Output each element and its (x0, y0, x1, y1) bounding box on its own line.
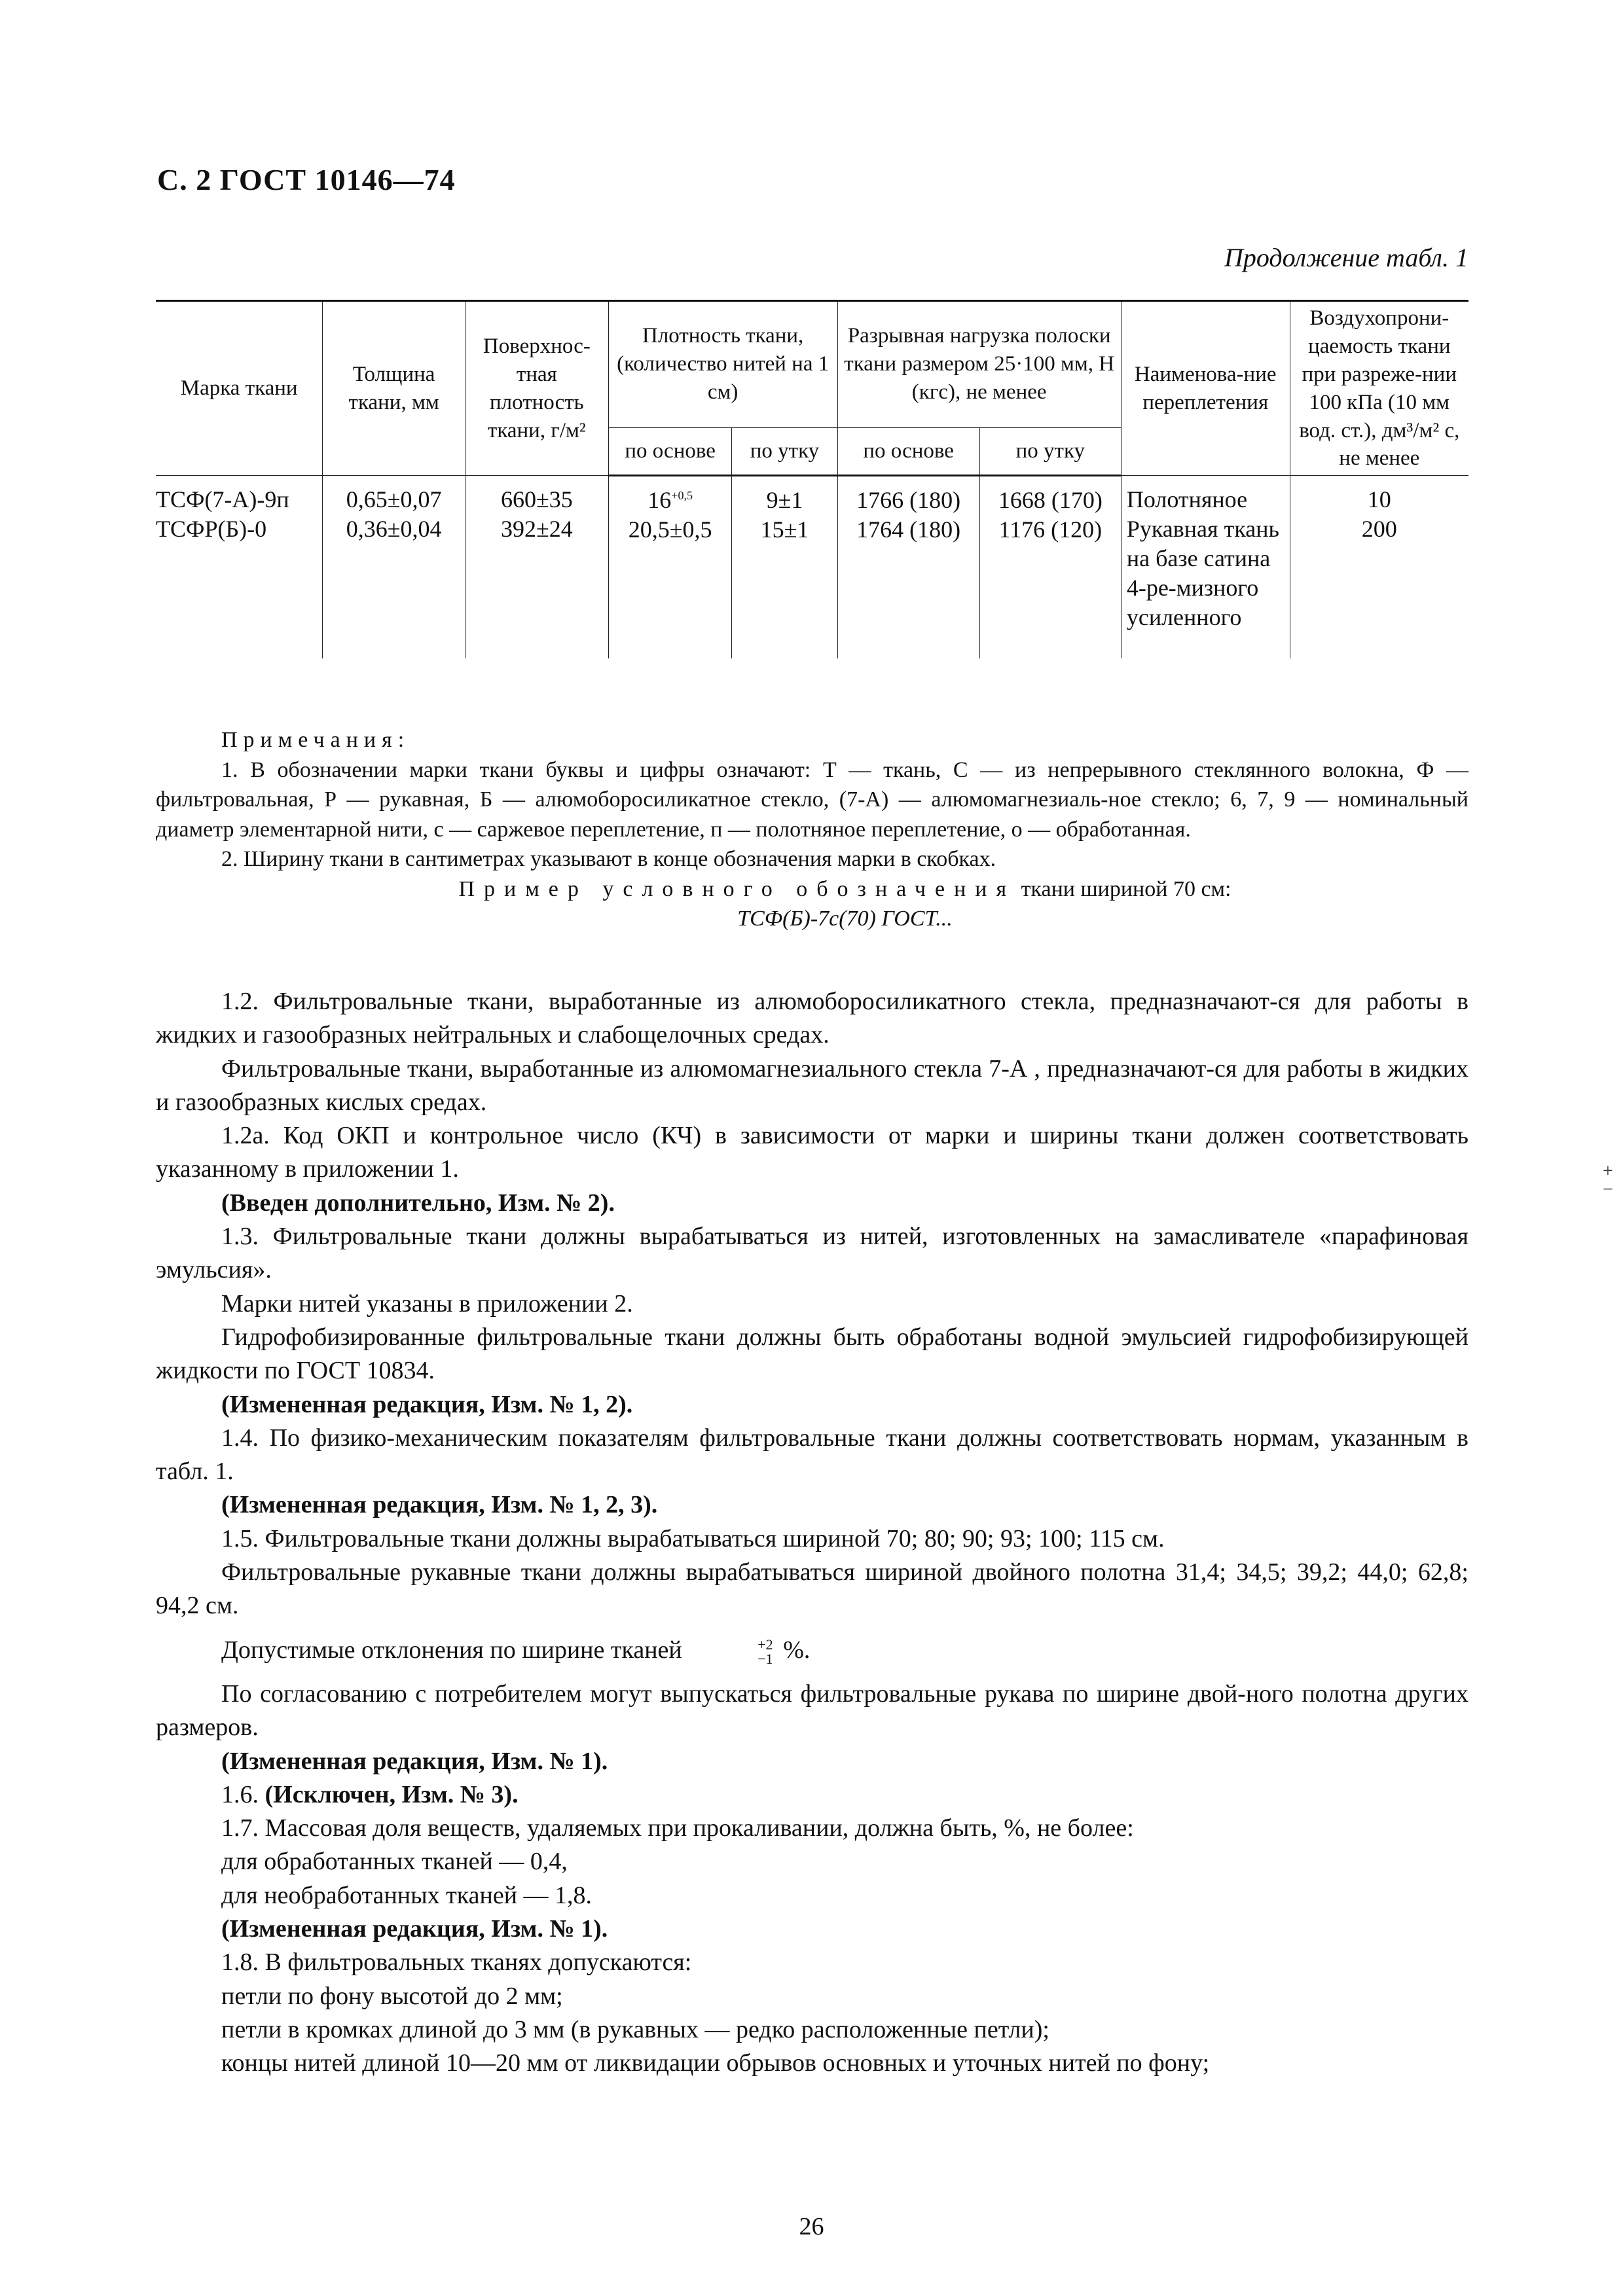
paragraph: 1.4. По физико-механическим показателям фильтровальные ткани должны соответствовать нормам, указанным в табл. 1. (156, 1424, 1468, 1486)
cell-warp-1-base: 16 (647, 487, 672, 514)
note-example-rest: ткани шириной 70 см: (1021, 876, 1231, 901)
col-header-density: Поверхнос-тная плотность ткани, г/м² (465, 301, 608, 476)
cell-load-weft-2: 1176 (120) (998, 516, 1103, 543)
amendment-note: (Измененная редакция, Изм. № 1). (221, 1747, 608, 1775)
cell-density (465, 476, 608, 659)
cell-air-1: 10 (1367, 486, 1391, 513)
cell-warp-1-tolerance: +0,5 (671, 489, 693, 503)
paragraph: 1.7. Массовая доля веществ, удаляемых при прокаливании, должна быть, %, не более: (221, 1814, 1134, 1842)
amendment-note: (Измененная редакция, Изм. № 1, 2). (221, 1390, 633, 1418)
note-example-code: ТСФ(Б)-7с(70) ГОСТ... (737, 906, 953, 931)
cell-density-1: 660±35 (500, 486, 573, 513)
cell-air (1290, 476, 1468, 659)
tolerance-text: Допустимые отклонения по ширине тканей (221, 1636, 682, 1664)
col-header-air-permeability: Воздухопрони-цаемость ткани при разреже-нии 100 кПа (10 мм вод. ст.), дм³/м² с, не менее (1290, 301, 1468, 476)
paragraph: Фильтровальные ткани, выработанные из алюмомагнезиального стекла 7-А , предназначают-ся для работы в жидких и газообразных кислых средах. (156, 1054, 1468, 1116)
cell-load-warp-2: 1764 (180) (856, 516, 961, 543)
table-row (156, 476, 1468, 659)
cell-density-2: 392±24 (500, 516, 573, 543)
note-example (156, 874, 1468, 905)
paragraph: 1.8. В фильтровальных тканях допускаются: (221, 1948, 692, 1977)
excluded-item (156, 1778, 1468, 1812)
cell-mark-1: ТСФ(7-А)-9п (156, 486, 289, 513)
cell-load-warp (837, 476, 979, 659)
col-header-load-weft: по утку (979, 427, 1121, 476)
cell-load-warp-1: 1766 (180) (856, 487, 961, 514)
page-header: С. 2 ГОСТ 10146—74 (157, 163, 456, 196)
paragraph: концы нитей длиной 10—20 мм от ликвидации обрывов основных и уточных нитей по фону; (221, 2049, 1210, 2077)
cell-load-weft (979, 476, 1121, 659)
cell-weft (732, 476, 837, 659)
col-header-mark: Марка ткани (156, 301, 323, 476)
cell-weft-1: 9±1 (766, 487, 803, 514)
margin-mark-plus: + (1603, 1161, 1613, 1181)
cell-mark-2: ТСФР(Б)-0 (156, 516, 267, 543)
paragraph: Марки нитей указаны в приложении 2. (221, 1289, 633, 1318)
cell-warp (608, 476, 732, 659)
table-continuation-label: Продолжение табл. 1 (1224, 243, 1468, 272)
paragraph: 1.5. Фильтровальные ткани должны вырабатываться шириной 70; 80; 90; 93; 100; 115 см. (221, 1524, 1165, 1552)
cell-mark (156, 476, 323, 659)
note-1: 1. В обозначении марки ткани буквы и цифры означают: Т — ткань, С — из непрерывного стеклянного волокна, Ф — фильтровальная, Р — рукавная, Б — алюмоборосиликатное стекло, (7-А) — алюмомагнезиаль-ное стекло; 6, 7, 9 — номинальный диаметр элементарной нити, с — саржевое переплетение, п — полотняное переплетение, о — обработанная. (156, 757, 1468, 842)
cell-load-weft-1: 1668 (170) (998, 487, 1103, 514)
margin-change-mark (1603, 1162, 1613, 1199)
paragraph: Фильтровальные рукавные ткани должны вырабатываться шириной двойного полотна 31,4; 34,5; 39,2; 44,0; 62,8; 94,2 см. (156, 1558, 1468, 1620)
tolerance-upper: +2 (757, 1636, 773, 1653)
paragraph: Гидрофобизированные фильтровальные ткани должны быть обработаны водной эмульсией гидрофобизирующей жидкости по ГОСТ 10834. (156, 1323, 1468, 1385)
amendment-note: (Введен дополнительно, Изм. № 2). (221, 1189, 615, 1217)
col-header-weft: по утку (732, 427, 837, 476)
cell-thickness-2: 0,36±0,04 (346, 516, 442, 543)
cell-weave (1121, 476, 1290, 659)
col-header-thickness: Толщина ткани, мм (323, 301, 465, 476)
col-header-warp: по основе (608, 427, 732, 476)
specs-table (156, 300, 1468, 658)
tolerance-unit: %. (783, 1636, 811, 1664)
paragraph: 1.2а. Код ОКП и контрольное число (КЧ) в зависимости от марки и ширины ткани должен соответствовать указанному в приложении 1. (156, 1122, 1468, 1183)
table-notes (156, 725, 1468, 934)
col-header-breaking-load: Разрывная нагрузка полоски ткани размером 25·100 мм, Н (кгс), не менее (837, 301, 1121, 428)
paragraph: для необработанных тканей — 1,8. (221, 1881, 593, 1909)
paragraph: 1.2. Фильтровальные ткани, выработанные из алюмоборосиликатного стекла, предназначают-ся для работы в жидких и газообразных нейтральных и слабощелочных средах. (156, 988, 1468, 1049)
amendment-note: (Измененная редакция, Изм. № 1). (221, 1915, 608, 1943)
tolerance-fraction (692, 1638, 773, 1666)
cell-thickness-1: 0,65±0,07 (346, 486, 442, 513)
cell-warp-2: 20,5±0,5 (628, 516, 712, 543)
cell-weave-1: Полотняное (1126, 486, 1248, 513)
paragraph: для обработанных тканей — 0,4, (221, 1848, 568, 1876)
col-header-weave: Наименова-ние переплетения (1121, 301, 1290, 476)
cell-weft-2: 15±1 (760, 516, 809, 543)
tolerance-lower: −1 (757, 1650, 773, 1667)
margin-mark-minus: − (1603, 1179, 1613, 1200)
excluded-item-note: (Исключен, Изм. № 3). (264, 1780, 519, 1808)
cell-warp-1 (614, 486, 727, 515)
document-body (156, 985, 1468, 2081)
col-header-thread-density: Плотность ткани, (количество нитей на 1 см) (608, 301, 837, 428)
paragraph: петли по фону высотой до 2 мм; (221, 1982, 563, 2010)
note-example-spaced: Пример условного обозначения (458, 876, 1016, 901)
cell-air-2: 200 (1361, 516, 1397, 543)
amendment-note: (Измененная редакция, Изм. № 1, 2, 3). (221, 1491, 658, 1519)
paragraph: 1.3. Фильтровальные ткани должны вырабатываться из нитей, изготовленных на замасливателе «парафиновая эмульсия». (156, 1223, 1468, 1284)
col-header-load-warp: по основе (837, 427, 979, 476)
page-number: 26 (799, 2213, 824, 2240)
cell-weave-2: Рукавная ткань на базе сатина 4-ре-мизного усиленного (1126, 516, 1279, 631)
paragraph: По согласованию с потребителем могут выпускаться фильтровальные рукава по ширине двой-ного полотна других размеров. (156, 1679, 1468, 1742)
paragraph: петли в кромках длиной до 3 мм (в рукавных — редко расположенные петли); (221, 2015, 1049, 2043)
note-2: 2. Ширину ткани в сантиметрах указывают в конце обозначения марки в скобках. (221, 847, 996, 872)
excluded-item-number: 1.6. (221, 1780, 259, 1808)
cell-thickness (323, 476, 465, 659)
width-tolerance-paragraph (156, 1634, 1468, 1667)
notes-title: Примечания: (221, 728, 410, 752)
